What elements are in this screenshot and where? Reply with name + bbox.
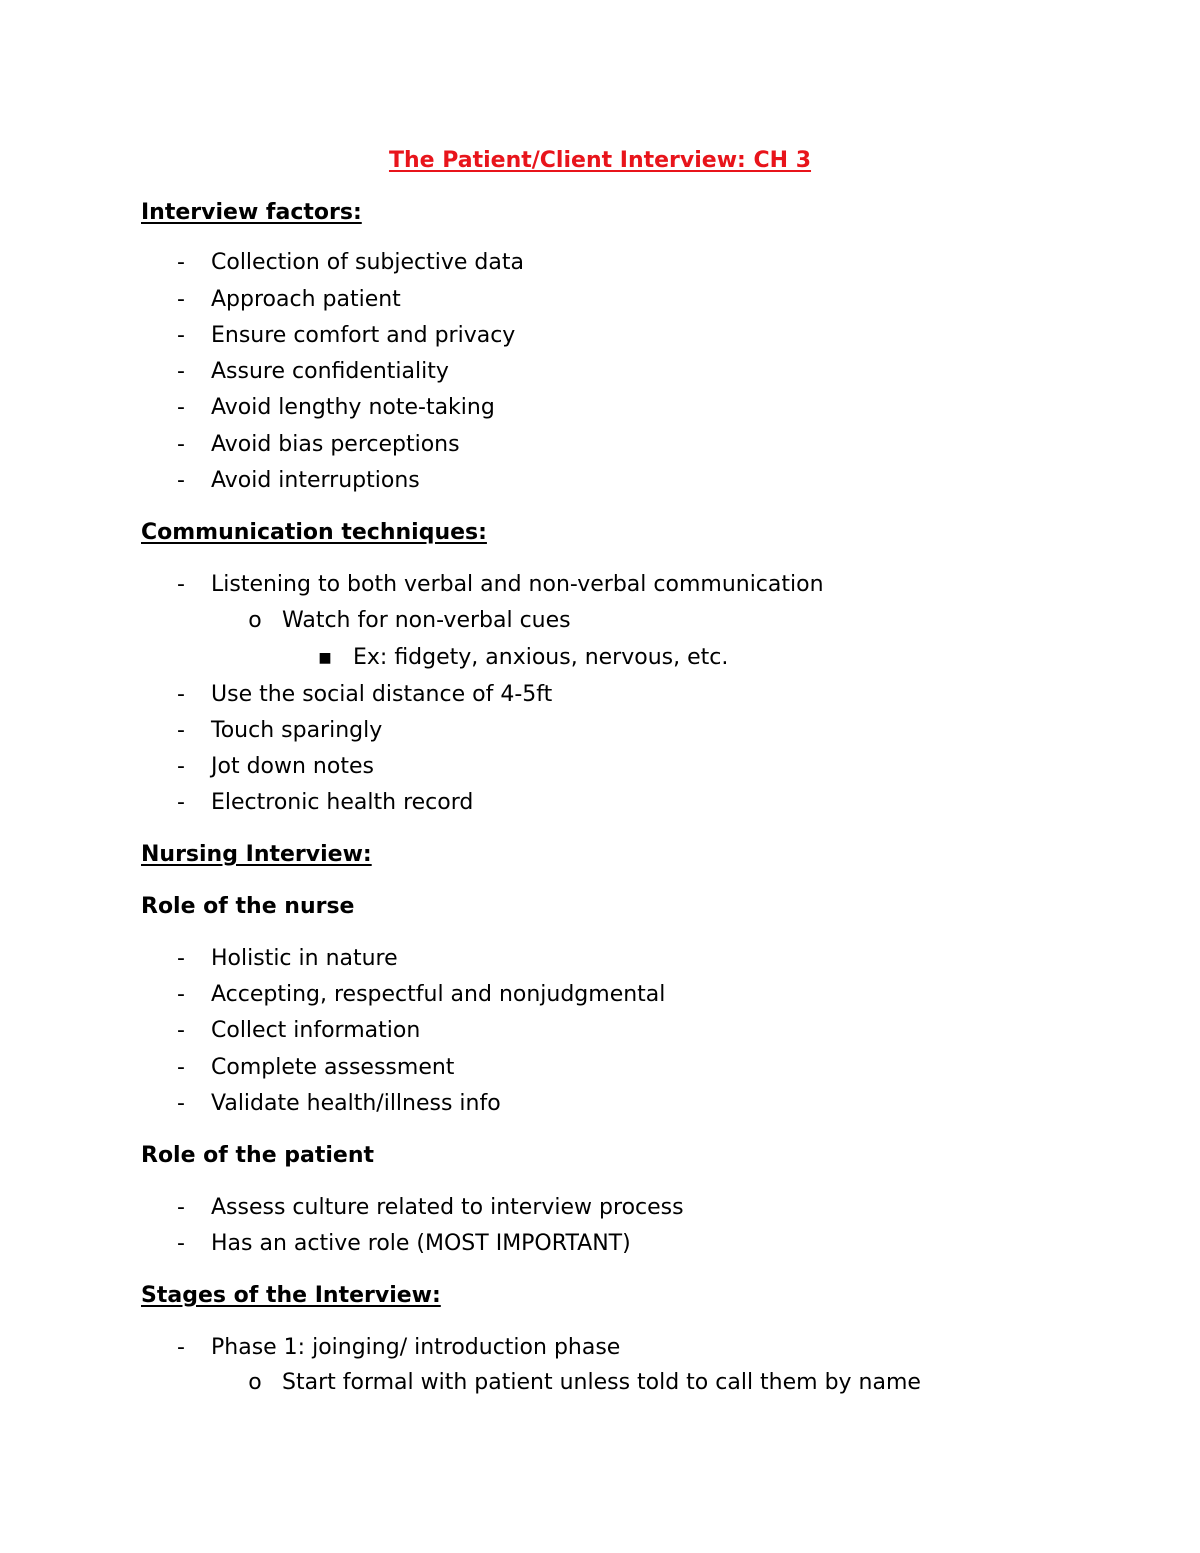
dash-bullet-icon: - [177, 1335, 185, 1360]
list-item [0, 642, 1200, 674]
list-item [0, 1088, 1200, 1120]
list-item-text: Accepting, respectful and nonjudgmental [211, 982, 666, 1007]
list-item [0, 392, 1200, 424]
list-item-text: Watch for non-verbal cues [282, 608, 571, 633]
dash-bullet-icon: - [177, 359, 185, 384]
dash-bullet-icon: - [177, 395, 185, 420]
list-item [0, 320, 1200, 352]
section-heading [0, 1140, 1200, 1172]
list-item-text: Has an active role (MOST IMPORTANT) [211, 1231, 631, 1256]
list-item-text: Complete assessment [211, 1055, 455, 1080]
list-item [0, 715, 1200, 747]
list-item-text: Collection of subjective data [211, 250, 524, 275]
dash-bullet-icon: - [177, 1195, 185, 1220]
circle-bullet-icon: o [248, 608, 262, 633]
list-item-text: Avoid lengthy note-taking [211, 395, 495, 420]
list-item-text: Listening to both verbal and non-verbal communication [211, 572, 824, 597]
list-item [0, 943, 1200, 975]
list-item [0, 1015, 1200, 1047]
dash-bullet-icon: - [177, 790, 185, 815]
dash-bullet-icon: - [177, 1055, 185, 1080]
list-item-text: Jot down notes [211, 754, 374, 779]
list-item [0, 751, 1200, 783]
dash-bullet-icon: - [177, 754, 185, 779]
list-item [0, 247, 1200, 279]
section-heading [0, 891, 1200, 923]
dash-bullet-icon: - [177, 718, 185, 743]
dash-bullet-icon: - [177, 250, 185, 275]
dash-bullet-icon: - [177, 1091, 185, 1116]
list-item-text: Electronic health record [211, 790, 474, 815]
section-heading [0, 839, 1200, 871]
list-item [0, 284, 1200, 316]
dash-bullet-icon: - [177, 1231, 185, 1256]
square-bullet-icon: ■ [318, 650, 332, 666]
dash-bullet-icon: - [177, 287, 185, 312]
list-item-text: Use the social distance of 4-5ft [211, 682, 553, 707]
circle-bullet-icon: o [248, 1370, 262, 1395]
list-item-text: Holistic in nature [211, 946, 398, 971]
list-item-text: Avoid bias perceptions [211, 432, 460, 457]
list-item-text: Approach patient [211, 287, 401, 312]
dash-bullet-icon: - [177, 946, 185, 971]
list-item [0, 356, 1200, 388]
section-heading [0, 517, 1200, 549]
list-item [0, 1052, 1200, 1084]
document-title: The Patient/Client Interview: CH 3 [388, 148, 812, 173]
list-item [0, 605, 1200, 637]
list-item [0, 679, 1200, 711]
list-item [0, 429, 1200, 461]
heading-text: Stages of the Interview: [141, 1283, 441, 1308]
list-item [0, 1332, 1200, 1364]
heading-text: Interview factors: [141, 200, 362, 225]
dash-bullet-icon: - [177, 982, 185, 1007]
list-item [0, 1228, 1200, 1260]
list-item [0, 569, 1200, 601]
dash-bullet-icon: - [177, 468, 185, 493]
list-item-text: Assure confidentiality [211, 359, 449, 384]
list-item-text: Avoid interruptions [211, 468, 420, 493]
list-item-text: Start formal with patient unless told to call them by name [282, 1370, 921, 1395]
dash-bullet-icon: - [177, 1018, 185, 1043]
list-item-text: Assess culture related to interview process [211, 1195, 684, 1220]
list-item-text: Ensure comfort and privacy [211, 323, 516, 348]
heading-text: Nursing Interview: [141, 842, 372, 867]
list-item [0, 1367, 1200, 1399]
list-item [0, 1192, 1200, 1224]
list-item [0, 465, 1200, 497]
heading-text: Role of the nurse [141, 894, 355, 919]
dash-bullet-icon: - [177, 323, 185, 348]
list-item-text: Ex: fidgety, anxious, nervous, etc. [353, 645, 729, 670]
list-item-text: Phase 1: joinging/ introduction phase [211, 1335, 621, 1360]
list-item [0, 787, 1200, 819]
heading-text: Communication techniques: [141, 520, 487, 545]
list-item-text: Collect information [211, 1018, 421, 1043]
dash-bullet-icon: - [177, 682, 185, 707]
list-item-text: Touch sparingly [211, 718, 383, 743]
section-heading [0, 1280, 1200, 1312]
heading-text: Role of the patient [141, 1143, 375, 1168]
dash-bullet-icon: - [177, 432, 185, 457]
dash-bullet-icon: - [177, 572, 185, 597]
section-heading [0, 197, 1200, 229]
list-item [0, 979, 1200, 1011]
list-item-text: Validate health/illness info [211, 1091, 501, 1116]
